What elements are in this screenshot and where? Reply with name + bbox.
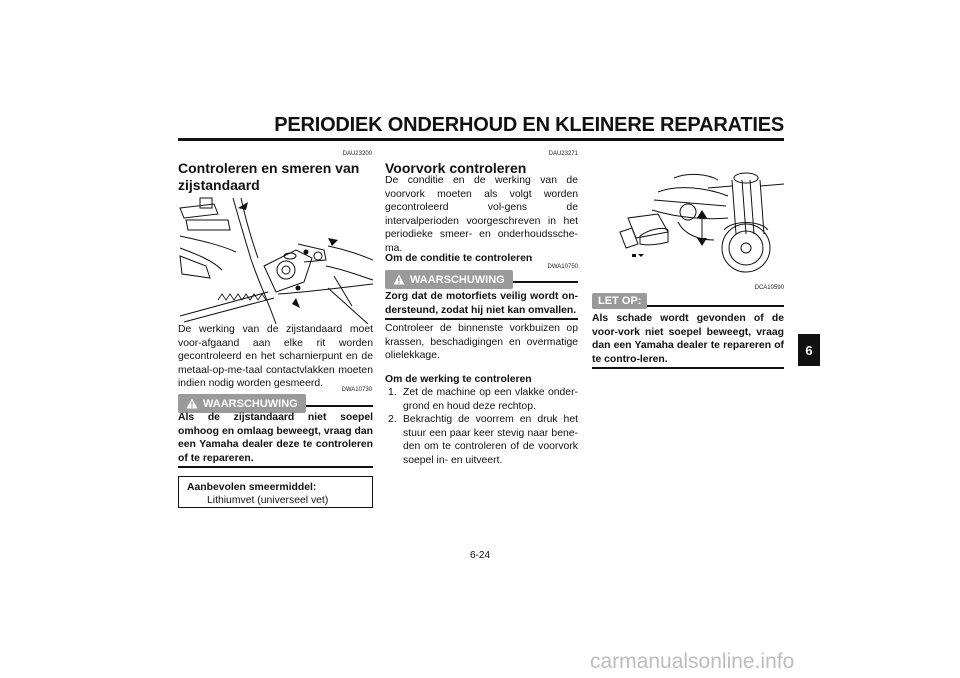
warning-label: WAARSCHUWING: [203, 397, 298, 410]
section-code-fork: DAU23271: [548, 151, 578, 157]
warning-text-fork: Zorg dat de motorfiets veilig wordt on-dersteund, zodat hij niet kan omvallen.: [385, 291, 578, 316]
warning-code-fork: DWA10750: [547, 264, 578, 270]
warning-rule-top: [306, 405, 373, 407]
warning-triangle-icon: [393, 274, 405, 285]
chapter-tab: 6: [798, 334, 820, 366]
step-item: 1. Zet de machine op een vlakke onder-grond en houd deze rechtop.: [388, 387, 578, 412]
lubricant-box: [178, 476, 373, 508]
subheading-operation: Om de werking te controleren: [385, 374, 532, 385]
warning-label-fork: WAARSCHUWING: [410, 273, 505, 286]
warning-rule-top-fork: [513, 281, 578, 283]
page-header-title: PERIODIEK ONDERHOUD EN KLEINERE REPARATIES: [274, 114, 784, 136]
watermark: carmanualsonline.info: [590, 650, 795, 673]
warning-badge-fork: [385, 270, 513, 289]
sidestand-paragraph: De werking van de zijstandaard moet voor-afgaand aan elke rit worden gecontroleerd en het scharnierpunt en de metaal-op-me-taal contactvlakken moeten indien nodig worden gesmeerd.: [178, 324, 373, 390]
lubricant-title: Aanbevolen smeermiddel:: [187, 482, 317, 493]
lubricant-value: Lithiumvet (universeel vet): [207, 495, 329, 506]
section-heading-sidestand: Controleren en smeren van zijstandaard: [178, 160, 360, 193]
subheading-condition: Om de conditie te controleren: [385, 253, 533, 264]
front-fork-illustration: [618, 170, 786, 282]
caution-rule-top: [647, 305, 784, 307]
fork-intro-paragraph: De conditie en de werking van de voorvork moeten als volgt worden gecontroleerd vol-gens de intervalperioden voorgeschreven in het periodieke smeer- en onderhoudssche-ma.: [385, 175, 578, 254]
step-item: 2. Bekrachtig de voorrem en druk het stuur een paar keer stevig naar bene-den om te controleren of de voorvork soepel in- en uitveert.: [388, 414, 578, 466]
section-code: DAU23200: [342, 151, 372, 157]
warning-text-sidestand: Als de zijstandaard niet soepel omhoog en omlaag beweegt, vraag dan een Yamaha dealer deze te controleren of te repareren.: [178, 412, 373, 464]
condition-paragraph: Controleer de binnenste vorkbuizen op krassen, beschadigingen en overmatige olielekkage.: [385, 323, 578, 362]
page-number: 6-24: [469, 550, 490, 561]
section-heading-fork: Voorvork controleren: [385, 160, 527, 176]
caution-code: DCA10590: [754, 285, 784, 291]
caution-rule-bottom: [592, 367, 784, 369]
warning-triangle-icon: [186, 398, 198, 409]
warning-rule-bottom: [178, 466, 373, 468]
sidestand-illustration: [178, 196, 373, 324]
warning-code: DWA10730: [341, 387, 372, 393]
caution-text: Als schade wordt gevonden of de voor-vork niet soepel beweegt, vraag dan een Yamaha dealer te repareren of te contro-leren.: [592, 313, 784, 365]
header-rule: [178, 138, 784, 141]
warning-rule-bottom-fork: [385, 318, 578, 320]
operation-steps: [385, 386, 578, 468]
caution-badge: LET OP:: [592, 293, 647, 309]
